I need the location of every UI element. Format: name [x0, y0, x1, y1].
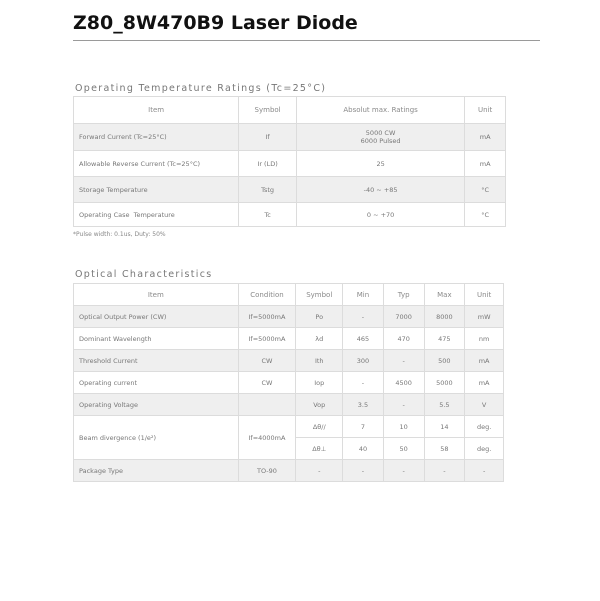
symbol-cell: If: [239, 124, 297, 151]
table-row: [74, 151, 506, 177]
title-divider: [73, 40, 540, 41]
max-cell: 500: [424, 350, 465, 372]
page-title: Z80_8W470B9 Laser Diode: [73, 12, 358, 34]
item-cell: Optical Output Power (CW): [74, 306, 239, 328]
unit-cell: mA: [465, 372, 504, 394]
item-cell: Operating Voltage: [74, 394, 239, 416]
condition-cell: If=5000mA: [238, 306, 296, 328]
symbol-cell: Ith: [296, 350, 343, 372]
rating-cell: -40 ~ +85: [296, 177, 464, 203]
max-cell: 14: [424, 416, 465, 438]
table-row: [74, 460, 504, 482]
column-header-item: Item: [74, 97, 239, 124]
rating-line: 5000 CW: [365, 129, 396, 137]
table-row: [74, 177, 506, 203]
table-header-row: [74, 97, 506, 124]
condition-cell: If=4000mA: [238, 416, 296, 460]
optical-characteristics-heading: Optical Characteristics: [75, 269, 213, 280]
table-row: [74, 328, 504, 350]
condition-cell: If=5000mA: [238, 328, 296, 350]
max-cell: -: [424, 460, 465, 482]
rating-cell: 0 ~ +70: [296, 203, 464, 227]
temperature-ratings-heading: Operating Temperature Ratings (Tc=25°C): [75, 83, 327, 94]
min-cell: 40: [343, 438, 384, 460]
column-header-condition: Condition: [238, 284, 296, 306]
column-header-max: Max: [424, 284, 465, 306]
unit-cell: mA: [465, 151, 506, 177]
min-cell: -: [343, 306, 384, 328]
column-header-item: Item: [74, 284, 239, 306]
table-header-row: [74, 284, 504, 306]
column-header-unit: Unit: [465, 284, 504, 306]
unit-cell: V: [465, 394, 504, 416]
optical-characteristics-table: [73, 283, 504, 482]
condition-cell: TO-90: [238, 460, 296, 482]
unit-cell: mW: [465, 306, 504, 328]
symbol-cell: Tc: [239, 203, 297, 227]
unit-cell: °C: [465, 203, 506, 227]
min-cell: 465: [343, 328, 384, 350]
symbol-cell: Δθ⊥: [296, 438, 343, 460]
table-row: [74, 394, 504, 416]
item-cell: Package Type: [74, 460, 239, 482]
unit-cell: mA: [465, 124, 506, 151]
symbol-cell: Iop: [296, 372, 343, 394]
max-cell: 5000: [424, 372, 465, 394]
column-header-unit: Unit: [465, 97, 506, 124]
unit-cell: -: [465, 460, 504, 482]
condition-cell: CW: [238, 372, 296, 394]
unit-cell: deg.: [465, 438, 504, 460]
symbol-cell: Po: [296, 306, 343, 328]
table-row: [74, 416, 504, 438]
min-cell: 300: [343, 350, 384, 372]
symbol-cell: Δθ//: [296, 416, 343, 438]
min-cell: 7: [343, 416, 384, 438]
table-row: [74, 124, 506, 151]
unit-cell: °C: [465, 177, 506, 203]
table-row: [74, 203, 506, 227]
pulse-footnote: *Pulse width: 0.1us, Duty: 50%: [73, 231, 166, 238]
item-cell: Forward Current (Tc=25°C): [74, 124, 239, 151]
typ-cell: 50: [383, 438, 424, 460]
item-cell: Allowable Reverse Current (Tc=25°C): [74, 151, 239, 177]
typ-cell: -: [383, 394, 424, 416]
max-cell: 5.5: [424, 394, 465, 416]
column-header-ratings: Absolut max. Ratings: [296, 97, 464, 124]
table-row: [74, 372, 504, 394]
table-row: [74, 350, 504, 372]
symbol-cell: λd: [296, 328, 343, 350]
rating-cell: 25: [296, 151, 464, 177]
item-cell: Threshold Current: [74, 350, 239, 372]
unit-cell: mA: [465, 350, 504, 372]
typ-cell: -: [383, 460, 424, 482]
unit-cell: deg.: [465, 416, 504, 438]
typ-cell: 4500: [383, 372, 424, 394]
typ-cell: -: [383, 350, 424, 372]
rating-cell: [296, 124, 464, 151]
item-cell: Storage Temperature: [74, 177, 239, 203]
symbol-cell: Tstg: [239, 177, 297, 203]
column-header-min: Min: [343, 284, 384, 306]
condition-cell: CW: [238, 350, 296, 372]
condition-cell: [238, 394, 296, 416]
column-header-symbol: Symbol: [296, 284, 343, 306]
column-header-typ: Typ: [383, 284, 424, 306]
unit-cell: nm: [465, 328, 504, 350]
symbol-cell: Vop: [296, 394, 343, 416]
table-row: [74, 306, 504, 328]
max-cell: 475: [424, 328, 465, 350]
item-cell: Dominant Wavelength: [74, 328, 239, 350]
column-header-symbol: Symbol: [239, 97, 297, 124]
typ-cell: 7000: [383, 306, 424, 328]
min-cell: -: [343, 460, 384, 482]
symbol-cell: Ir (LD): [239, 151, 297, 177]
typ-cell: 470: [383, 328, 424, 350]
symbol-cell: -: [296, 460, 343, 482]
max-cell: 8000: [424, 306, 465, 328]
rating-line: 6000 Pulsed: [360, 137, 401, 145]
item-cell: Operating current: [74, 372, 239, 394]
max-cell: 58: [424, 438, 465, 460]
temperature-ratings-table: [73, 96, 506, 227]
item-cell: Operating Case Temperature: [74, 203, 239, 227]
min-cell: 3.5: [343, 394, 384, 416]
typ-cell: 10: [383, 416, 424, 438]
item-cell: Beam divergence (1/e²): [74, 416, 239, 460]
min-cell: -: [343, 372, 384, 394]
